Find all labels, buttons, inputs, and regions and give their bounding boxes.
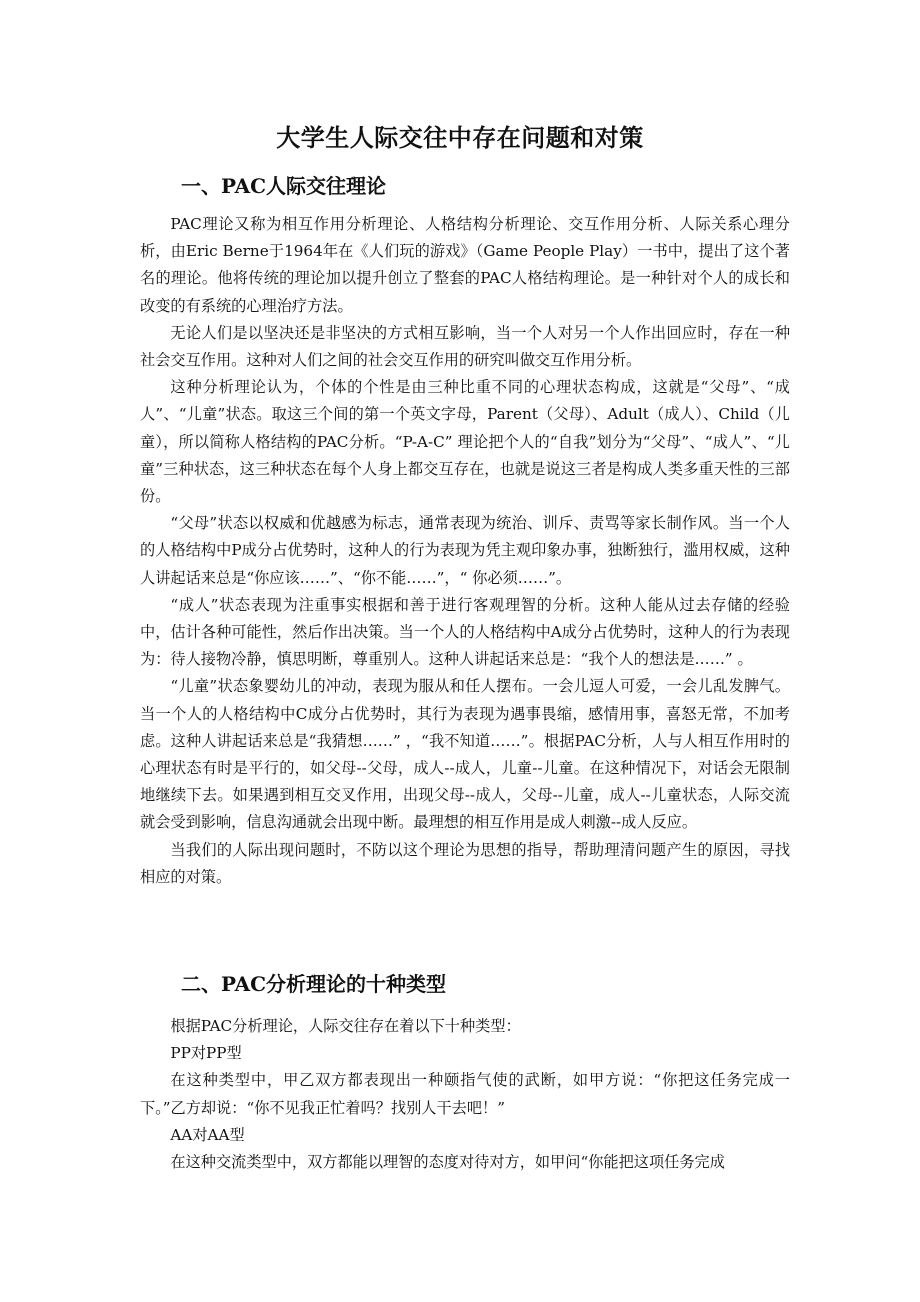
- document-title: 大学生人际交往中存在问题和对策: [276, 123, 644, 152]
- paragraph: 根据PAC分析理论，人际交往存在着以下十种类型：: [170, 1017, 521, 1035]
- section-1-heading: 一、PAC人际交往理论: [181, 174, 387, 198]
- paragraph: “父母”状态以权威和优越感为标志，通常表现为统治、训斥、责骂等家长制作风。当一个人的人格结构中P成分占优势时，这种人的行为表现为凭主观印象办事，独断独行，滥用权威，这种人讲起话来总是“你应该……”、“你不能……”，“ 你必须……”。: [140, 514, 790, 587]
- paragraph: 在这种类型中，甲乙双方都表现出一种颐指气使的武断，如甲方说：“你把这任务完成一下。”乙方却说：“你不见我正忙着吗？找别人干去吧！”: [140, 1071, 790, 1117]
- paragraph: PAC理论又称为相互作用分析理论、人格结构分析理论、交互作用分析、人际关系心理分析，由Eric Berne于1964年在《人们玩的游戏》（Game People Play）一书中，提出了这个著名的理论。他将传统的理论加以提升创立了整套的PAC人格结构理论。是一种针对个人的成长和改变的有系统的心理治疗方法。: [140, 215, 790, 315]
- paragraph: 在这种交流类型中，双方都能以理智的态度对待对方，如甲问“你能把这项任务完成: [170, 1153, 725, 1172]
- paragraph: 这种分析理论认为，个体的个性是由三种比重不同的心理状态构成，这就是“父母”、“成人”、“儿童”状态。取这三个间的第一个英文字母，Parent（父母）、Adult（成人）、Child（儿童），所以简称人格结构的PAC分析。“P-A-C” 理论把个人的“自我”划分为“父母”、“成人”、“儿童”三种状态，这三种状态在每个人身上都交互存在，也就是说这三者是构成人类多重天性的三部份。: [140, 378, 790, 506]
- paragraph: “儿童”状态象婴幼儿的冲动，表现为服从和任人摆布。一会儿逗人可爱，一会儿乱发脾气。当一个人的人格结构中C成分占优势时，其行为表现为遇事畏缩，感情用事，喜怒无常，不加考虑。这种人讲起话来总是“我猜想……” ，“我不知道……”。根据PAC分析，人与人相互作用时的心理状态有时是平行的，如父母--父母，成人--成人，儿童--儿童。在这种情况下，对话会无限制地继续下去。如果遇到相互交叉作用，出现父母--成人，父母--儿童，成人--儿童状态，人际交流就会受到影响，信息沟通就会出现中断。最理想的相互作用是成人刺激--成人反应。: [140, 677, 790, 832]
- type-heading-aa: AA对AA型: [170, 1125, 245, 1144]
- paragraph: 无论人们是以坚决还是非坚决的方式相互影响，当一个人对另一个人作出回应时，存在一种社会交互作用。这种对人们之间的社会交互作用的研究叫做交互作用分析。: [140, 323, 790, 370]
- section-2-body: [140, 1013, 790, 1176]
- type-heading-pp: PP对PP型: [170, 1044, 242, 1063]
- paragraph: 当我们的人际出现问题时，不防以这个理论为思想的指导，帮助理清问题产生的原因，寻找相应的对策。: [140, 840, 790, 886]
- section-2-heading: 二、PAC分析理论的十种类型: [181, 972, 447, 996]
- section-1-body: [140, 211, 790, 891]
- paragraph: “成人”状态表现为注重事实根据和善于进行客观理智的分析。这种人能从过去存储的经验中，估计各种可能性，然后作出决策。当一个人的人格结构中A成分占优势时，这种人的行为表现为：待人接物冷静，慎思明断，尊重别人。这种人讲起话来总是：“我个人的想法是……” 。: [140, 595, 790, 669]
